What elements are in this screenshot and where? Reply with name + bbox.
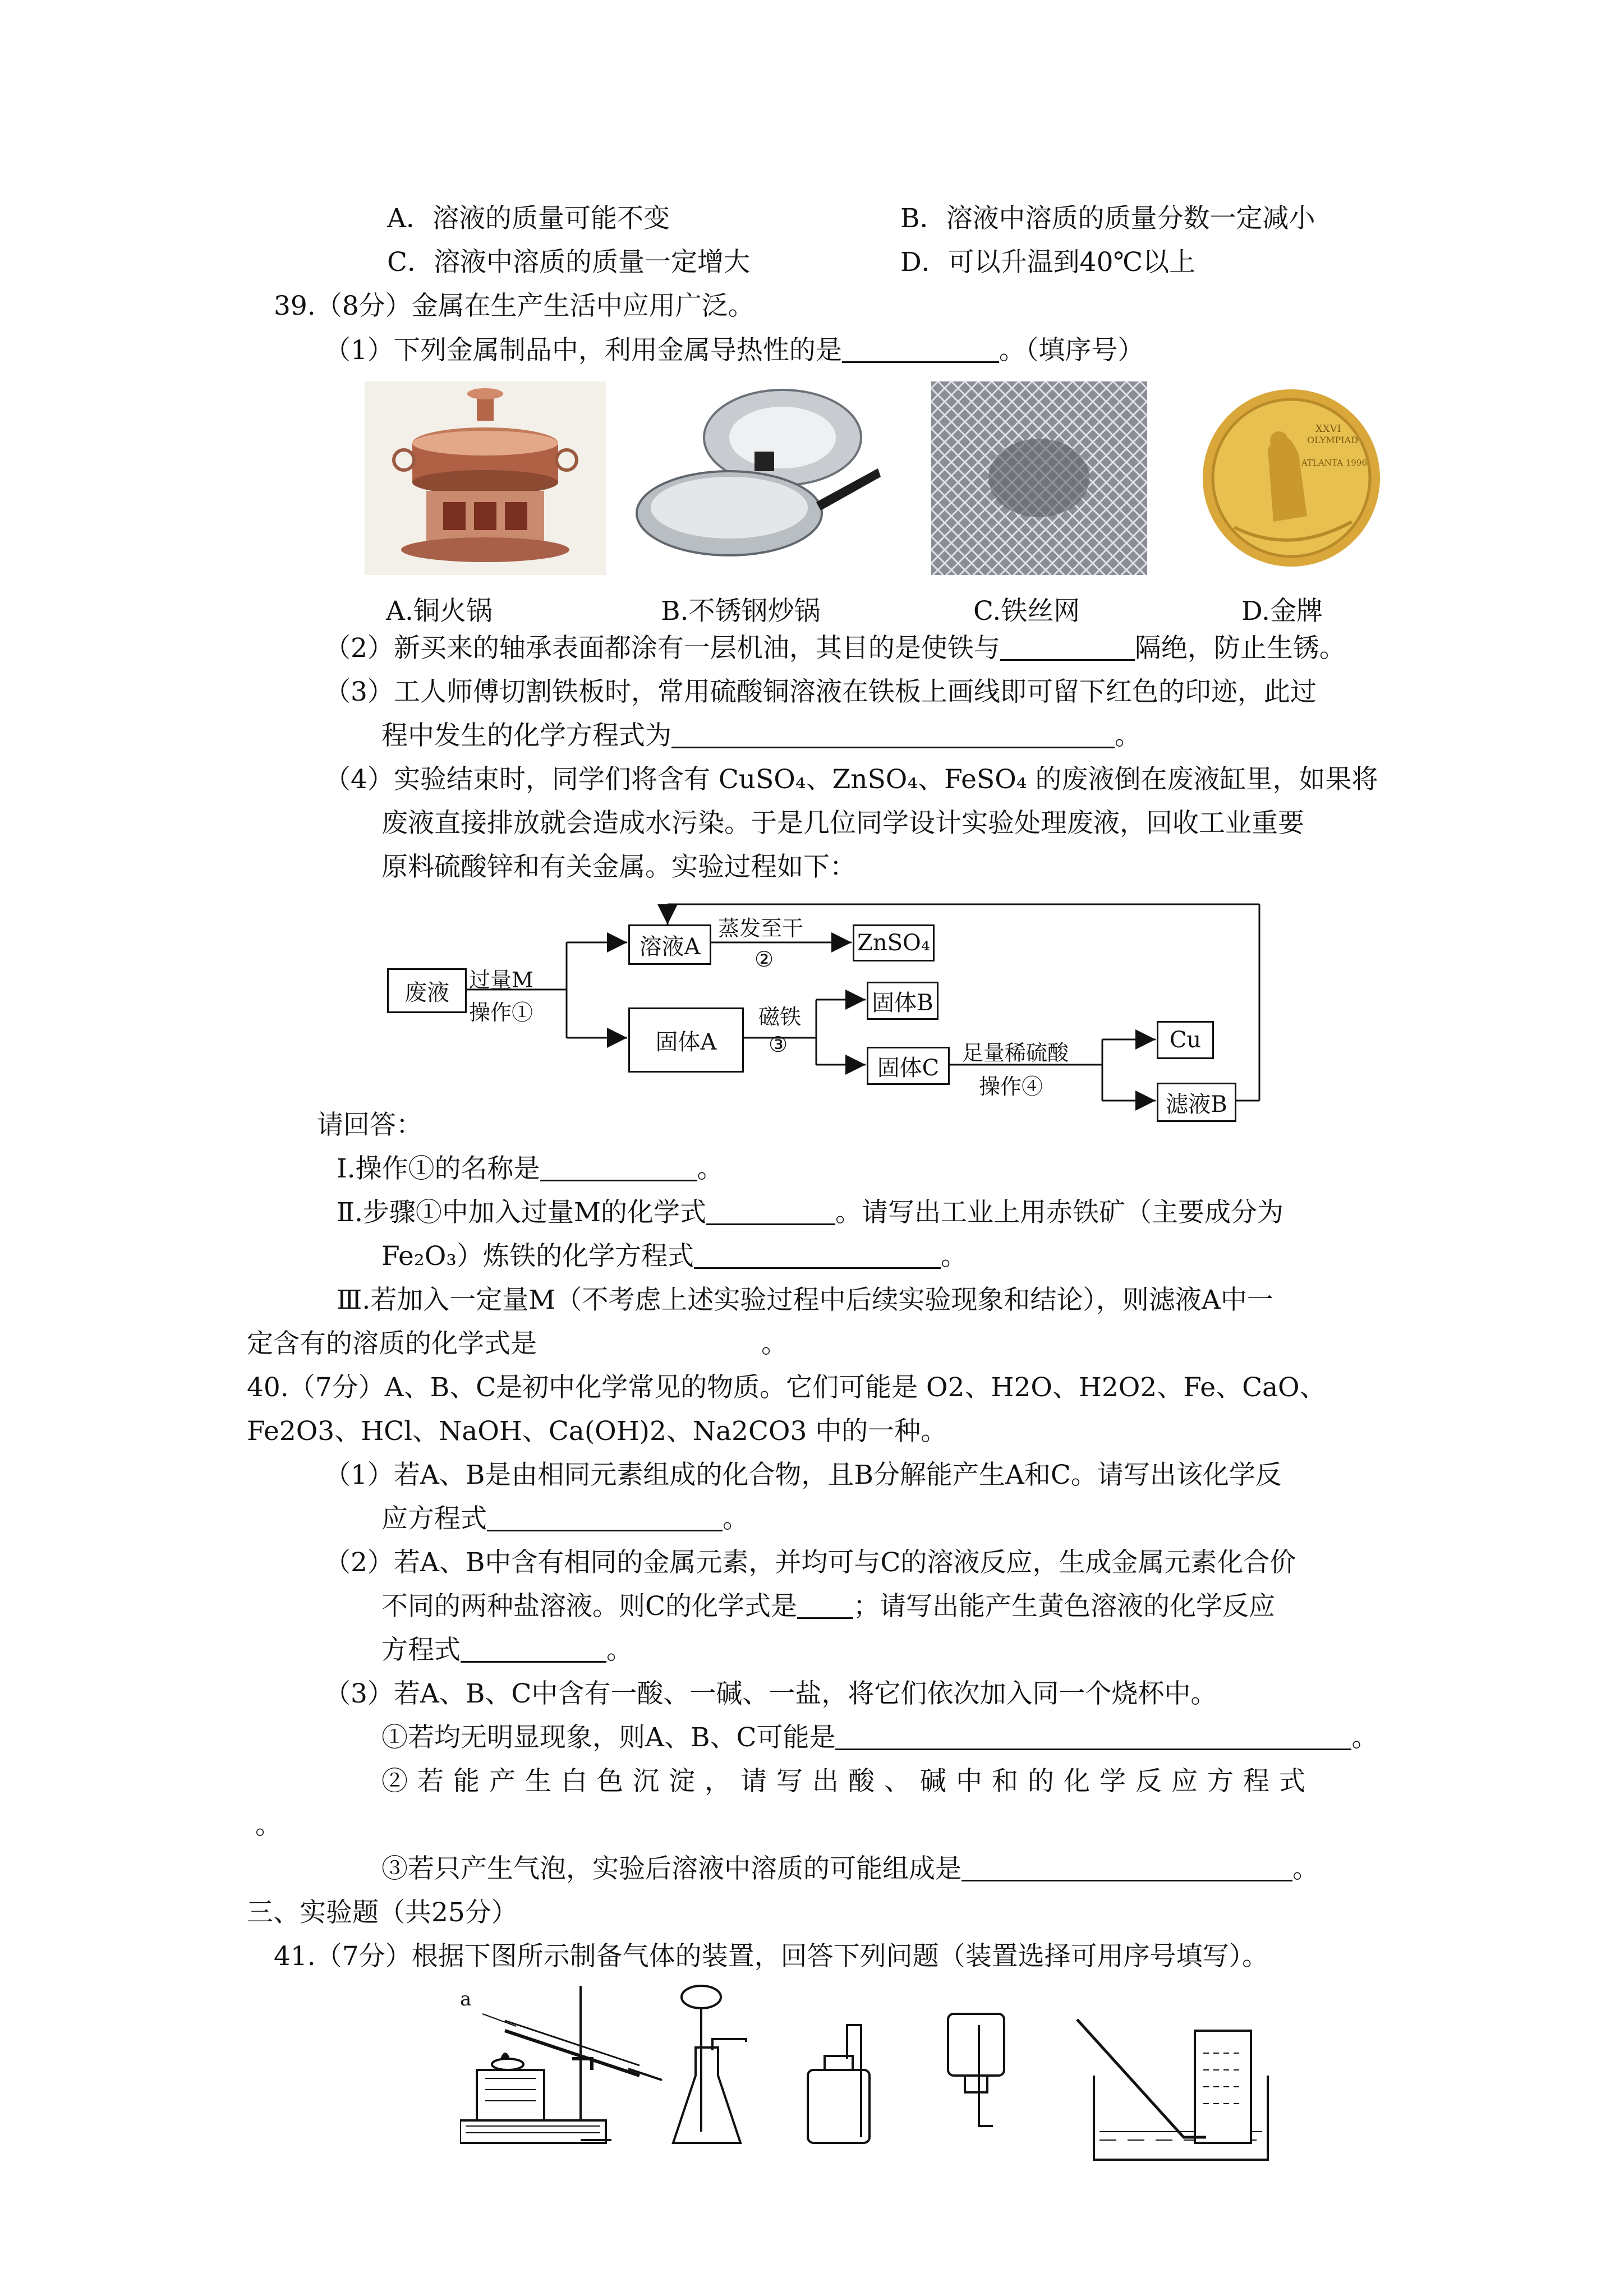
q38-option-a: A．溶液的质量可能不变 xyxy=(387,203,670,234)
q40-part3-sub2-tail: 。 xyxy=(255,1810,282,1841)
flow-label-op1: 操作① xyxy=(469,1000,533,1025)
q39-sub-ii-line2-text: Fe₂O₃）炼铁的化学方程式 xyxy=(381,1241,694,1272)
q40-part3-sub1-tail: 。 xyxy=(1351,1722,1378,1753)
q40-part2-line3-text: 方程式 xyxy=(381,1635,461,1665)
q40-part3-sub3-blank[interactable] xyxy=(961,1853,1292,1881)
q39-sub-ii-text: Ⅱ.步骤①中加入过量M的化学式 xyxy=(337,1197,707,1228)
q40-part2-line3-tail: 。 xyxy=(606,1635,633,1665)
q40-line2: Fe2O3、HCl、NaOH、Ca(OH)2、Na2CO3 中的一种。 xyxy=(247,1416,947,1447)
q38-option-b: B．溶液中溶质的质量分数一定减小 xyxy=(900,203,1315,234)
caption-copper-hotpot: A.铜火锅 xyxy=(386,596,493,627)
caption-steel-wok: B.不锈钢炒锅 xyxy=(661,596,821,627)
q40-part2-tail: ；请写出能产生黄色溶液的化学反应 xyxy=(853,1591,1275,1622)
q39-part2-tail: 隔绝，防止生锈。 xyxy=(1134,633,1346,664)
flow-box-solution-a: 溶液A xyxy=(628,924,711,965)
q40-part3-sub2: ②若能产生白色沉淀，请写出酸、碱中和的化学反应方程式 xyxy=(381,1766,1315,1797)
q40-part2-blank[interactable] xyxy=(797,1591,853,1619)
q39-sub-i-tail: 。 xyxy=(697,1153,724,1184)
apparatus-inverted-bottle xyxy=(948,2014,1004,2126)
apparatus-collection-bottle xyxy=(808,2025,869,2143)
q40-part2-line2 xyxy=(381,1591,1275,1622)
q38-option-c: C．溶液中溶质的质量一定增大 xyxy=(387,247,750,278)
q40-part2-line1: （2）若A、B中含有相同的金属元素，并均可与C的溶液反应，生成金属元素化合价 xyxy=(324,1547,1296,1578)
q40-part3-sub3 xyxy=(381,1853,1319,1885)
q40-part3-sub1-blank[interactable] xyxy=(835,1722,1351,1750)
flow-label-step3: ③ xyxy=(769,1032,788,1057)
q39-sub-ii-tail: 。请写出工业上用赤铁矿（主要成分为 xyxy=(835,1197,1284,1228)
q39-part3-tail: 。 xyxy=(1115,720,1141,751)
q39-sub-i xyxy=(337,1153,724,1185)
q39-sub-ii xyxy=(337,1197,1283,1228)
q38-option-d: D．可以升温到40℃以上 xyxy=(900,247,1196,278)
q40-part2-line3-blank[interactable] xyxy=(461,1635,606,1663)
apparatus-conical-flask xyxy=(673,1986,746,2143)
q39-please-answer: 请回答： xyxy=(317,1110,422,1140)
caption-wire-mesh: C.铁丝网 xyxy=(973,596,1080,627)
q39-part4-line1: （4）实验结束时，同学们将含有 CuSO₄、ZnSO₄、FeSO₄ 的废液倒在废液缸里，如果将 xyxy=(324,764,1378,795)
q39-sub-iii-line2 xyxy=(247,1328,788,1360)
flow-box-solid-a: 固体A xyxy=(628,1007,744,1073)
apparatus-water-trough xyxy=(1077,2019,1268,2160)
q40-part3: （3）若A、B、C中含有一酸、一碱、一盐，将它们依次加入同一个烧杯中。 xyxy=(324,1678,1217,1709)
q39-sub-ii-line2-tail: 。 xyxy=(941,1241,968,1272)
section-3-heading: 三、实验题（共25分） xyxy=(247,1897,518,1928)
q39-part4-line2: 废液直接排放就会造成水污染。于是几位同学设计实验处理废液，回收工业重要 xyxy=(381,808,1304,839)
q40-part2-line3 xyxy=(381,1635,633,1666)
medal-text-atlanta: ATLANTA 1996 xyxy=(1301,458,1367,468)
apparatus-figure xyxy=(460,1980,1380,2165)
flow-box-filtrate-b: 滤液B xyxy=(1157,1083,1236,1122)
medal-text-xxvi: XXVI xyxy=(1315,423,1341,435)
q40-part1-tail: 。 xyxy=(723,1503,749,1534)
flow-label-op4: 操作④ xyxy=(979,1074,1043,1099)
q39-sub-ii-blank[interactable] xyxy=(706,1197,835,1225)
flow-box-solid-b: 固体B xyxy=(867,982,938,1020)
q39-sub-i-blank[interactable] xyxy=(540,1153,697,1181)
flow-box-waste: 废液 xyxy=(387,968,467,1013)
flow-label-excess-m: 过量M xyxy=(469,968,533,992)
q39-sub-ii-line2 xyxy=(381,1241,967,1272)
q39-sub-iii-line2-tail: 。 xyxy=(761,1328,788,1359)
q39-part3-line1: （3）工人师傅切割铁板时，常用硫酸铜溶液在铁板上画线即可留下红色的印迹，此过 xyxy=(324,677,1317,707)
flow-box-solid-c: 固体C xyxy=(867,1047,950,1085)
q40-line1: 40.（7分）A、B、C是初中化学常见的物质。它们可能是 O2、H2O、H2O2、Fe、CaO、 xyxy=(247,1372,1326,1403)
q39-sub-iii-line2-text: 定含有的溶质的化学式是 xyxy=(247,1328,537,1359)
flow-label-step2: ② xyxy=(755,947,774,972)
q39-sub-ii-line2-blank[interactable] xyxy=(694,1241,941,1269)
q39-part1-tail: 。（填序号） xyxy=(999,335,1144,366)
flow-box-cu: Cu xyxy=(1157,1021,1214,1059)
flow-box-znso4: ZnSO₄ xyxy=(853,924,935,961)
q40-part2-text: 不同的两种盐溶液。则C的化学式是 xyxy=(381,1591,797,1622)
flow-label-acid: 足量稀硫酸 xyxy=(962,1041,1069,1065)
flow-label-magnet: 磁铁 xyxy=(758,1005,802,1029)
caption-gold-medal: D.金牌 xyxy=(1241,596,1323,627)
q40-part1-text: 应方程式 xyxy=(381,1503,487,1534)
q39-sub-i-text: Ⅰ.操作①的名称是 xyxy=(337,1153,540,1184)
apparatus-label-a: a xyxy=(460,1988,472,2010)
medal-text-olympiad: OLYMPIAD xyxy=(1307,435,1359,445)
q41-text: 41.（7分）根据下图所示制备气体的装置，回答下列问题（装置选择可用序号填写）。 xyxy=(274,1941,1269,1972)
q40-part3-sub3-text: ③若只产生气泡，实验后溶液中溶质的可能组成是 xyxy=(381,1853,961,1884)
q40-part3-sub3-tail: 。 xyxy=(1292,1853,1319,1884)
q39-part2-text: （2）新买来的轴承表面都涂有一层机油，其目的是使铁与 xyxy=(324,633,1000,664)
q40-part1-line1: （1）若A、B是由相同元素组成的化合物，且B分解能产生A和C。请写出该化学反 xyxy=(324,1460,1282,1490)
q40-part3-sub1 xyxy=(381,1722,1378,1754)
flow-label-evaporate: 蒸发至干 xyxy=(718,916,804,941)
q39-sub-iii-line1: Ⅲ.若加入一定量M（不考虑上述实验过程中后续实验现象和结论），则滤液A中一 xyxy=(337,1285,1273,1315)
q39-part4-line3: 原料硫酸锌和有关金属。实验过程如下： xyxy=(381,852,856,882)
q39-part1-text: （1）下列金属制品中，利用金属导热性的是 xyxy=(324,335,842,366)
q40-part3-sub1-text: ①若均无明显现象，则A、B、C可能是 xyxy=(381,1722,836,1753)
q40-part1-blank[interactable] xyxy=(487,1503,723,1531)
q39-part3-text: 程中发生的化学方程式为 xyxy=(381,720,671,751)
q39-title: 39.（8分）金属在生产生活中应用广泛。 xyxy=(274,291,755,321)
apparatus-heating-tube xyxy=(460,1986,662,2143)
q40-part1-line2 xyxy=(381,1503,749,1535)
